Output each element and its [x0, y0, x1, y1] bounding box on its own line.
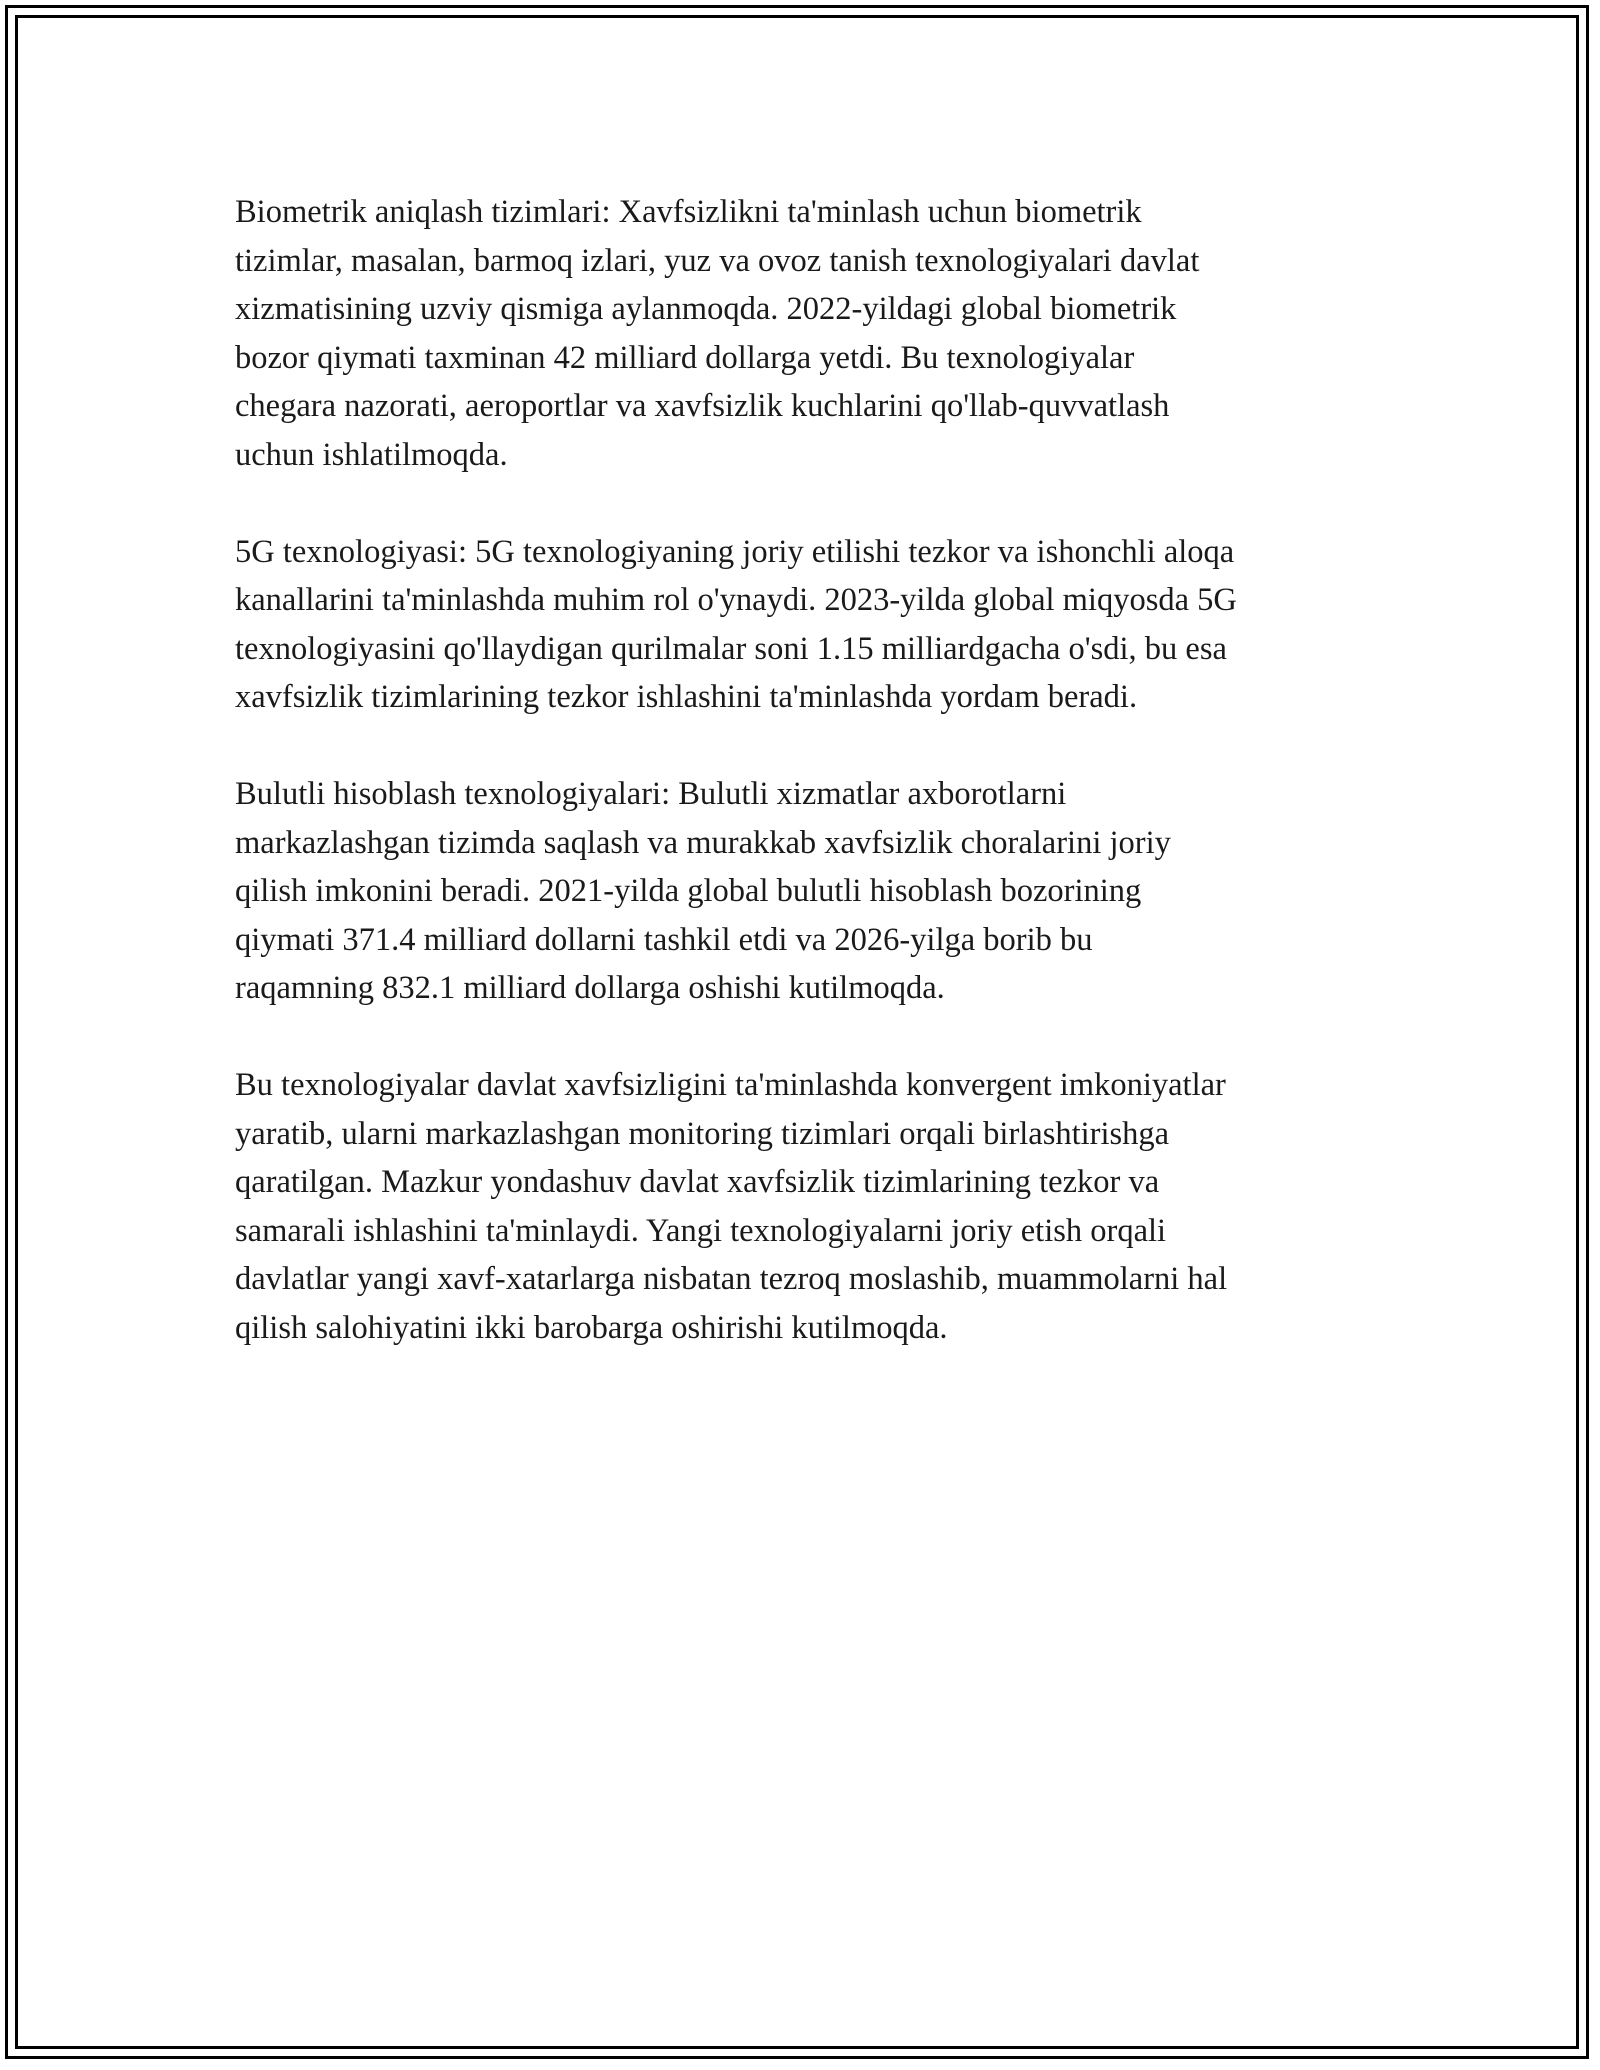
- text-line: xavfsizlik tizimlarining tezkor ishlashini ta'minlashda yordam beradi.: [235, 679, 1138, 716]
- text-line: uchun ishlatilmoqda.: [235, 436, 508, 473]
- text-line: samarali ishlashini ta'minlaydi. Yangi texnologiyalarni joriy etish orqali: [235, 1212, 1167, 1249]
- text-line: bozor qiymati taxminan 42 milliard dollarga yetdi. Bu texnologiyalar: [235, 339, 1135, 376]
- text-line: chegara nazorati, aeroportlar va xavfsizlik kuchlarini qo'llab-quvvatlash: [235, 388, 1170, 425]
- text-line: qilish salohiyatini ikki barobarga oshirishi kutilmoqda.: [235, 1309, 948, 1346]
- text-line: tizimlar, masalan, barmoq izlari, yuz va ovoz tanish texnologiyalari davlat: [235, 242, 1200, 279]
- text-line: davlatlar yangi xavf-xatarlarga nisbatan tezroq moslashib, muammolarni hal: [235, 1261, 1228, 1298]
- text-line: Biometrik aniqlash tizimlari: Xavfsizlikni ta'minlash uchun biometrik: [235, 194, 1142, 230]
- text-line: raqamning 832.1 milliard dollarga oshishi kutilmoqda.: [235, 970, 945, 1007]
- document-body: [235, 188, 1385, 1400]
- text-line: markazlashgan tizimda saqlash va murakkab xavfsizlik choralarini joriy: [235, 824, 1171, 861]
- paragraph-cloud: [235, 770, 1385, 1013]
- paragraph-biometric: [235, 188, 1385, 480]
- text-line: Bulutli hisoblash texnologiyalari: Bulutli xizmatlar axborotlarni: [235, 775, 1067, 812]
- text-line: qilish imkonini beradi. 2021-yilda global bulutli hisoblash bozorining: [235, 873, 1142, 910]
- text-line: Bu texnologiyalar davlat xavfsizligini ta'minlashda konvergent imkoniyatlar: [235, 1066, 1226, 1103]
- text-line: 5G texnologiyasi: 5G texnologiyaning joriy etilishi tezkor va ishonchli aloqa: [235, 533, 1235, 570]
- paragraph-5g: [235, 528, 1385, 722]
- text-line: yaratib, ularni markazlashgan monitoring tizimlari orqali birlashtirishga: [235, 1115, 1170, 1152]
- paragraph-conclusion: [235, 1061, 1385, 1353]
- text-line: texnologiyasini qo'llaydigan qurilmalar soni 1.15 milliardgacha o'sdi, bu esa: [235, 630, 1227, 667]
- text-line: xizmatisining uzviy qismiga aylanmoqda. 2022-yildagi global biometrik: [235, 291, 1177, 328]
- text-line: qaratilgan. Mazkur yondashuv davlat xavfsizlik tizimlarining tezkor va: [235, 1164, 1160, 1201]
- text-line: kanallarini ta'minlashda muhim rol o'ynaydi. 2023-yilda global miqyosda 5G: [235, 582, 1237, 619]
- text-line: qiymati 371.4 milliard dollarni tashkil etdi va 2026-yilga borib bu: [235, 921, 1093, 958]
